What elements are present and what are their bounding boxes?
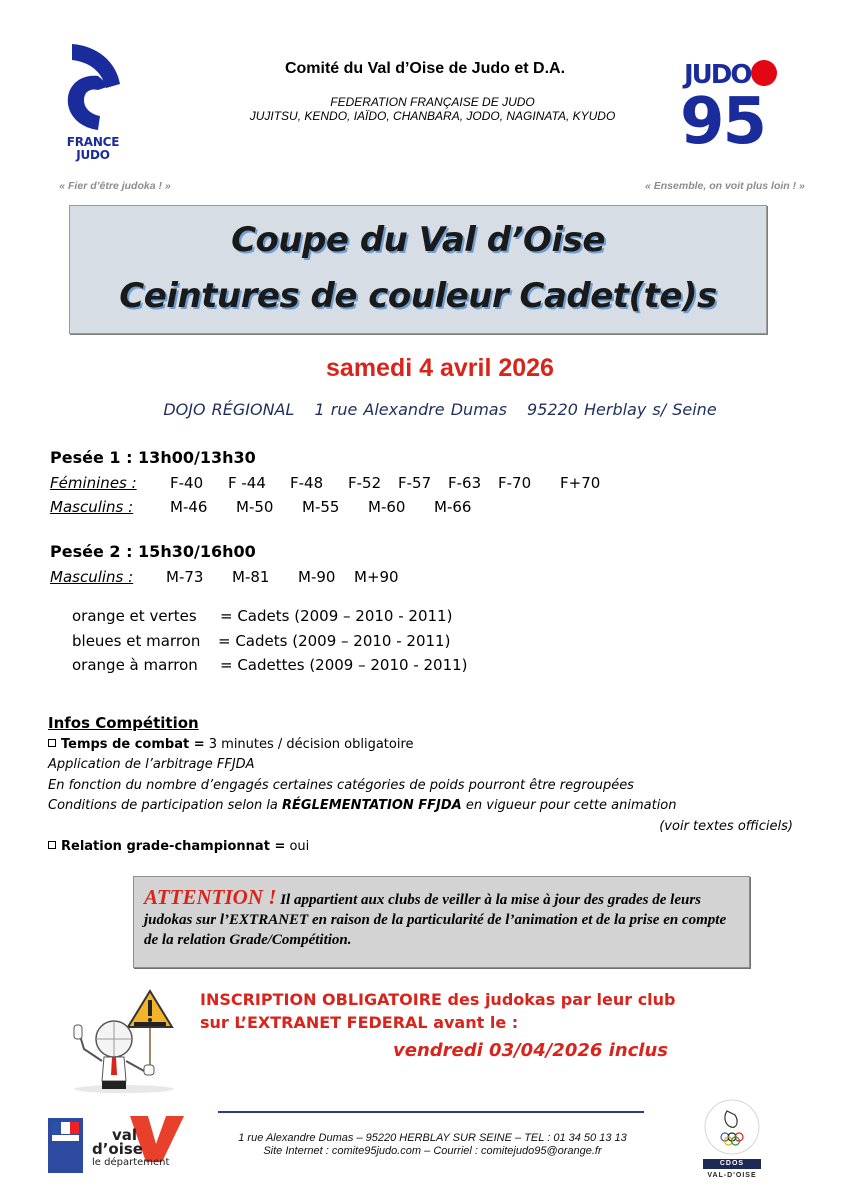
org-title: Comité du Val d’Oise de Judo et D.A.	[284, 60, 566, 77]
belt-note	[72, 604, 468, 629]
inscription-line1: INSCRIPTION OBLIGATOIRE des judokas par leur club	[200, 990, 676, 1009]
attention-box	[133, 876, 750, 968]
info-conditions: Conditions de participation selon la RÉGLEMENTATION FFJDA en vigueur pour cette animation	[48, 798, 677, 813]
weight-category: M-81	[232, 568, 270, 586]
government-logo	[48, 1118, 83, 1173]
footer-address	[200, 1132, 665, 1158]
cdos-subtitle: VAL-D'OISE	[707, 1172, 757, 1179]
olympic-rooster-icon	[697, 1097, 767, 1157]
footer-address-line: 1 rue Alexandre Dumas – 95220 HERBLAY SUR SEINE – TEL : 01 34 50 13 13	[238, 1132, 627, 1144]
judo95-emblem-icon	[680, 55, 780, 150]
belt-colors: bleues et marron	[72, 631, 201, 650]
weight-category: M+90	[354, 568, 399, 586]
val-doise-department-logo	[90, 1102, 185, 1174]
weigh-in-1-masculins	[50, 498, 471, 516]
footer-contact-line: Site Internet : comite95judo.com – Courriel : comitejudo95@orange.fr	[263, 1145, 602, 1157]
weight-category: F-63	[448, 474, 482, 492]
venue-name: DOJO RÉGIONAL	[163, 400, 295, 419]
weight-category: M-73	[166, 568, 204, 586]
competition-info	[48, 713, 793, 858]
weight-category: M-66	[434, 498, 472, 516]
combat-value: 3 minutes / décision obligatoire	[204, 736, 414, 752]
weigh-in-1-feminines	[50, 474, 600, 492]
info-combat-time	[48, 735, 793, 756]
belt-colors: orange à marron	[72, 656, 198, 674]
warning-sign-figure-icon	[64, 985, 189, 1095]
weigh-in-2-title: Pesée 2 : 15h30/16h00	[50, 542, 256, 561]
svg-text:95: 95	[680, 85, 766, 150]
inscription-line2: sur L’EXTRANET FEDERAL avant le :	[200, 1013, 519, 1032]
belt-notes	[72, 604, 468, 678]
french-flag-icon	[52, 1122, 79, 1134]
event-date: samedi 4 avril 2026	[326, 354, 554, 382]
weight-category: F-48	[290, 474, 324, 492]
weigh-in-1-title: Pesée 1 : 13h00/13h30	[50, 448, 256, 467]
weight-category: M-90	[298, 568, 336, 586]
combat-label: Temps de combat =	[61, 736, 205, 752]
group-label: Masculins :	[50, 568, 134, 586]
reglementation-text: RÉGLEMENTATION FFJDA	[282, 798, 462, 813]
france-judo-logo	[58, 40, 128, 170]
vo-dept: le département	[92, 1157, 170, 1168]
motto-left: « Fier d’être judoka ! »	[59, 180, 171, 192]
belt-category: = Cadettes (2009 – 2010 - 2011)	[220, 656, 468, 674]
inscription-deadline: vendredi 03/04/2026 inclus	[393, 1040, 669, 1061]
checkbox-icon	[48, 739, 56, 747]
event-title-box	[69, 205, 767, 334]
weigh-in-2-masculins	[50, 568, 399, 586]
attention-text: Il appartient aux clubs de veiller à la mise à jour des grades de leurs judokas sur l’EXTRANET en raison de la particularité de l’animation et de la prise en compte de la relation Grade/Compétition.	[144, 892, 727, 948]
weight-category: F-70	[498, 474, 532, 492]
relation-label: Relation grade-championnat =	[61, 839, 286, 854]
cdos-logo	[697, 1097, 767, 1187]
group-label: Féminines :	[50, 474, 137, 492]
relation-value: oui	[285, 839, 310, 854]
weight-category: M-60	[368, 498, 406, 516]
group-label: Masculins :	[50, 498, 134, 516]
info-relation	[48, 837, 793, 858]
vo-doise: d’oise	[92, 1140, 143, 1158]
event-title-line1: Coupe du Val d’Oise	[231, 220, 605, 260]
svg-text:JUDO: JUDO	[684, 60, 751, 90]
weight-category: F-52	[348, 474, 382, 492]
belt-category: = Cadets (2009 – 2010 - 2011)	[218, 631, 451, 650]
belt-note	[72, 653, 468, 678]
info-heading: Infos Compétition	[48, 714, 199, 732]
venue-city: 95220 Herblay s/ Seine	[527, 400, 717, 419]
info-official-texts: (voir textes officiels)	[659, 818, 793, 834]
checkbox-icon	[48, 841, 56, 849]
attention-cartoon-image	[64, 985, 189, 1095]
motto-right: « Ensemble, on voit plus loin ! »	[645, 180, 805, 192]
weight-category: F -44	[228, 474, 266, 492]
inscription-notice	[200, 988, 800, 1062]
vo-val: val	[112, 1126, 138, 1144]
federation-name: FEDERATION FRANÇAISE DE JUDO	[330, 95, 535, 109]
event-venue	[120, 400, 760, 419]
logo-text-judo: JUDO	[76, 148, 110, 162]
attention-label: ATTENTION !	[144, 885, 277, 909]
disciplines-list: JUJITSU, KENDO, IAÏDO, CHANBARA, JODO, NAGINATA, KYUDO	[249, 109, 616, 123]
logo-text-france: FRANCE	[66, 135, 120, 149]
weight-category: F-40	[170, 474, 204, 492]
info-arbitrage: Application de l’arbitrage FFJDA	[48, 757, 255, 772]
france-judo-emblem-icon	[58, 40, 128, 135]
cdos-band: CDOS	[703, 1159, 761, 1169]
weight-category: F-57	[398, 474, 432, 492]
weight-category: M-50	[236, 498, 274, 516]
belt-colors: orange et vertes	[72, 607, 197, 625]
info-regroup: En fonction du nombre d’engagés certaines catégories de poids pourront être regroupées	[48, 777, 634, 793]
judo95-logo	[680, 55, 780, 150]
venue-street: 1 rue Alexandre Dumas	[314, 400, 507, 419]
footer-divider	[218, 1111, 644, 1113]
weight-category: M-46	[170, 498, 208, 516]
weight-category: F+70	[560, 474, 601, 492]
belt-note	[72, 629, 468, 654]
event-title-line2: Ceintures de couleur Cadet(te)s	[119, 276, 717, 316]
belt-category: = Cadets (2009 – 2010 - 2011)	[220, 607, 453, 625]
weight-category: M-55	[302, 498, 340, 516]
